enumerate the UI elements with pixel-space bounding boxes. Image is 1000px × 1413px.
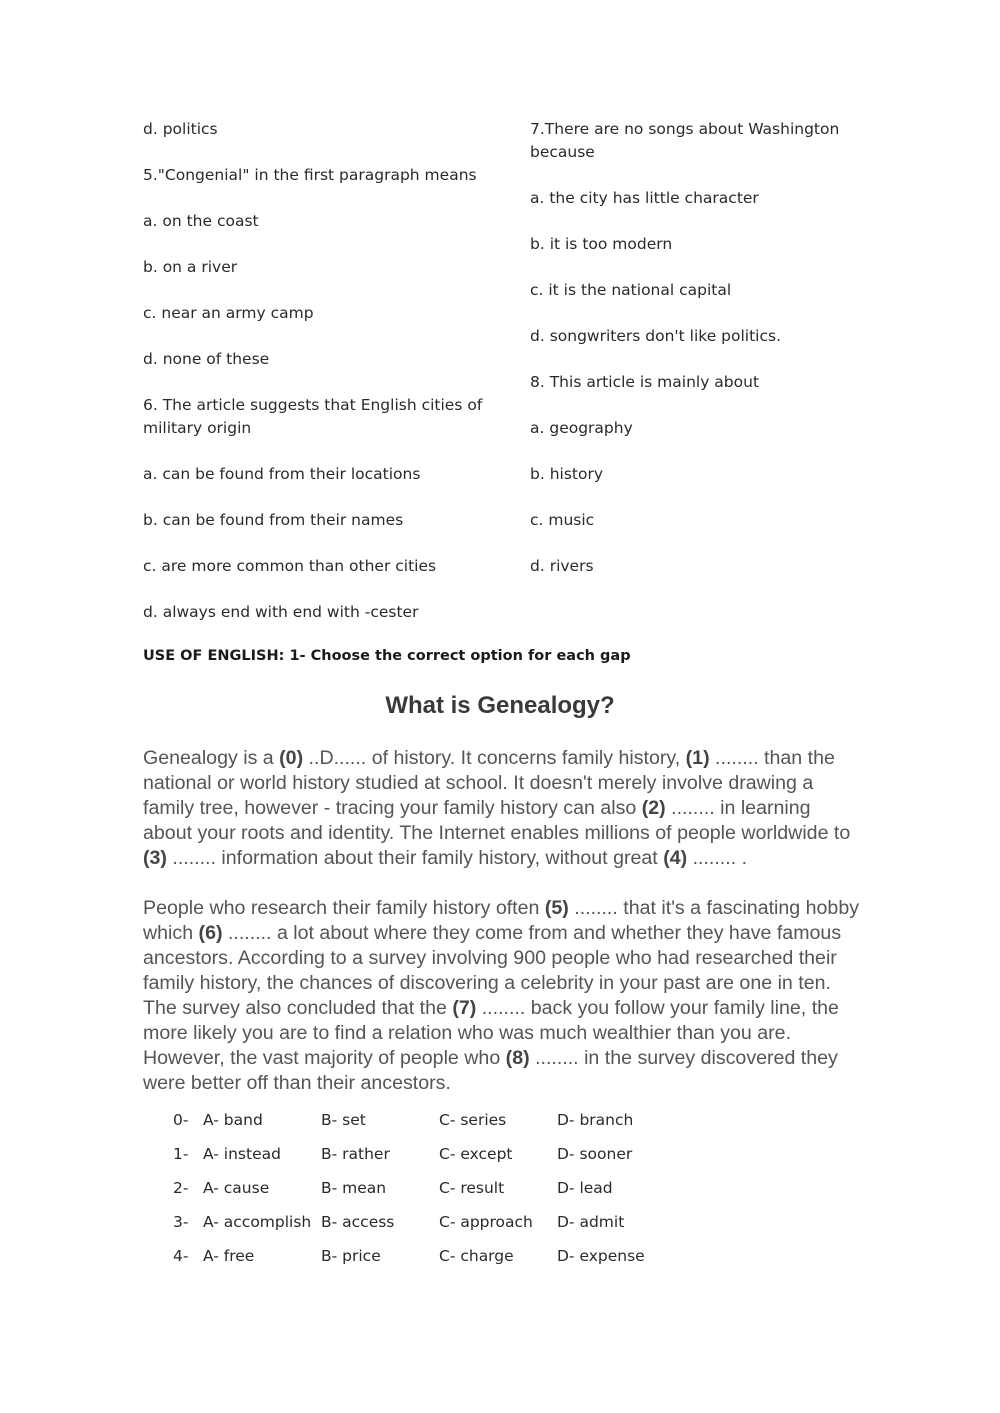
- option-c: C- charge: [439, 1247, 514, 1265]
- passage-text: Genealogy is a: [143, 747, 280, 769]
- passage-text: ........ back you follow your family line, the more likely you are to find a relation who was much wealthier than you are. However, the vast majority of people who: [143, 997, 839, 1069]
- passage-paragraph-1: [143, 746, 863, 871]
- gap-number: (5): [544, 897, 569, 919]
- option-a: A- instead: [203, 1145, 281, 1163]
- question-line: 8. This article is mainly about: [530, 373, 760, 391]
- question-line: d. politics: [143, 120, 218, 138]
- option-number: 2-: [173, 1179, 189, 1197]
- options-row: [173, 1244, 675, 1278]
- option-d: D- expense: [557, 1247, 645, 1265]
- gap-number: (4): [663, 847, 688, 869]
- option-d: D- lead: [557, 1179, 613, 1197]
- question-line: c. are more common than other cities: [143, 557, 437, 575]
- question-line: 6. The article suggests that English cities of military origin: [143, 396, 483, 437]
- question-line: b. history: [530, 465, 604, 483]
- option-b: B- mean: [321, 1179, 387, 1197]
- option-a: A- cause: [203, 1179, 270, 1197]
- passage-text: ........ than the national or world history studied at school. It doesn't merely involve drawing a family tree, however - tracing your family history can also: [143, 747, 835, 819]
- option-d: D- branch: [557, 1111, 634, 1129]
- passage-text: ........ in learning about your roots and identity. The Internet enables millions of people worldwide to: [143, 797, 851, 844]
- options-row: [173, 1108, 675, 1142]
- option-b: B- price: [321, 1247, 381, 1265]
- questions-right-column: [530, 118, 860, 601]
- options-row: [173, 1210, 675, 1244]
- option-number: 1-: [173, 1145, 189, 1163]
- option-b: B- rather: [321, 1145, 390, 1163]
- passage-text: ........ information about their family history, without great: [166, 847, 664, 869]
- passage-paragraph-2: [143, 896, 863, 1096]
- gap-number: (1): [685, 747, 710, 769]
- question-line: a. can be found from their locations: [143, 465, 421, 483]
- option-b: B- access: [321, 1213, 395, 1231]
- question-line: c. near an army camp: [143, 304, 314, 322]
- gap-number: (0): [279, 747, 304, 769]
- gap-number: (2): [641, 797, 666, 819]
- option-number: 0-: [173, 1111, 189, 1129]
- option-b: B- set: [321, 1111, 366, 1129]
- question-line: d. always end with end with -cester: [143, 603, 419, 621]
- question-line: 7.There are no songs about Washington because: [530, 120, 840, 161]
- question-line: d. rivers: [530, 557, 594, 575]
- option-c: C- except: [439, 1145, 513, 1163]
- options-row: [173, 1176, 675, 1210]
- question-line: b. it is too modern: [530, 235, 673, 253]
- passage-text: ..D...... of history. It concerns family history,: [303, 747, 686, 769]
- option-number: 4-: [173, 1247, 189, 1265]
- option-a: A- accomplish: [203, 1213, 312, 1231]
- question-line: a. geography: [530, 419, 633, 437]
- question-line: b. on a river: [143, 258, 238, 276]
- question-line: a. on the coast: [143, 212, 259, 230]
- option-number: 3-: [173, 1213, 189, 1231]
- gap-number: (7): [452, 997, 477, 1019]
- passage-text: People who research their family history often: [143, 897, 545, 919]
- passage-text: ........ in the survey discovered they were better off than their ancestors.: [143, 1047, 838, 1094]
- questions-left-column: [143, 118, 483, 647]
- question-line: b. can be found from their names: [143, 511, 404, 529]
- option-a: A- free: [203, 1247, 255, 1265]
- option-c: C- approach: [439, 1213, 533, 1231]
- passage-text: ........ that it's a fascinating hobby which: [143, 897, 860, 944]
- gap-number: (8): [505, 1047, 530, 1069]
- question-line: c. it is the national capital: [530, 281, 732, 299]
- option-d: D- sooner: [557, 1145, 633, 1163]
- passage-text: ........ a lot about where they come from and whether they have famous ancestors. According to a survey involving 900 people who had researched their family history, the chances of discovering a celebrity in your past are one in ten. The survey also concluded that the: [143, 922, 842, 1019]
- option-c: C- result: [439, 1179, 505, 1197]
- options-table: [173, 1108, 675, 1278]
- question-line: d. songwriters don't like politics.: [530, 327, 782, 345]
- gap-number: (6): [198, 922, 223, 944]
- option-d: D- admit: [557, 1213, 625, 1231]
- options-row: [173, 1142, 675, 1176]
- use-of-english-heading: USE OF ENGLISH: 1- Choose the correct option for each gap: [143, 648, 631, 664]
- option-a: A- band: [203, 1111, 263, 1129]
- gap-number: (3): [143, 847, 167, 869]
- question-line: d. none of these: [143, 350, 270, 368]
- passage-title: What is Genealogy?: [385, 692, 615, 719]
- question-line: a. the city has little character: [530, 189, 759, 207]
- option-c: C- series: [439, 1111, 507, 1129]
- question-line: c. music: [530, 511, 595, 529]
- question-line: 5."Congenial" in the first paragraph means: [143, 166, 477, 184]
- passage-text: ........ .: [687, 847, 748, 869]
